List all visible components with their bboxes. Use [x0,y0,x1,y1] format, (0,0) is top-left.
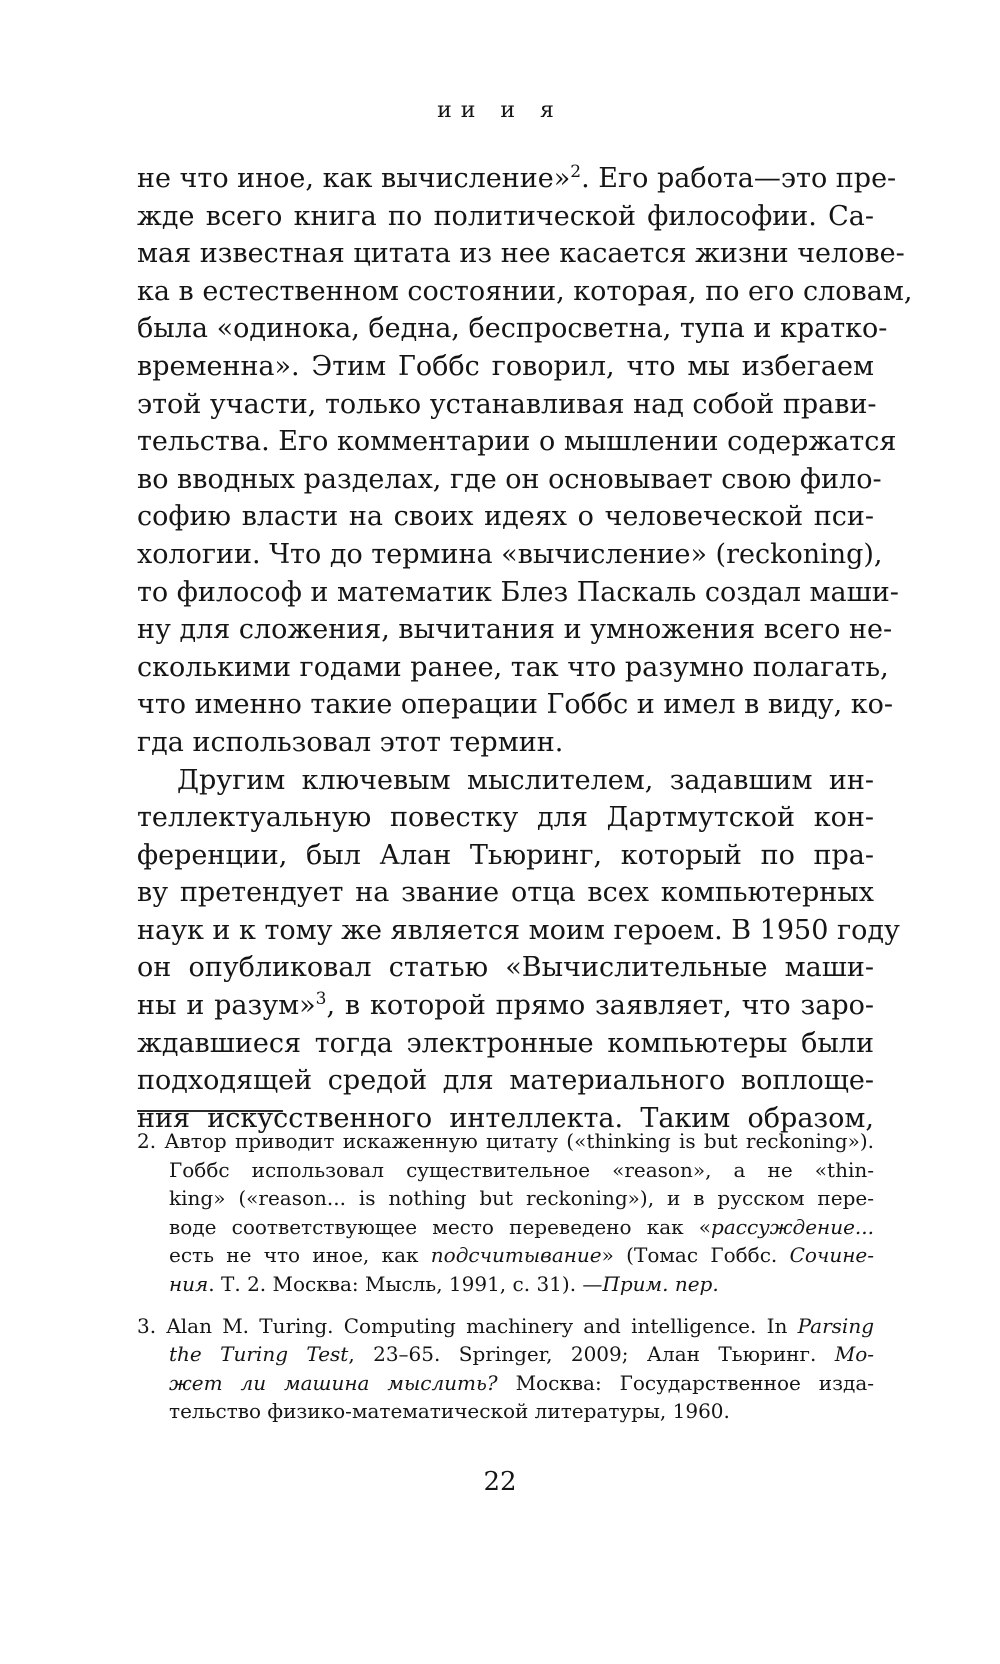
text-line: была «одинока, бедна, беспросветна, тупа и кратко- [137,313,888,345]
text-line: ференции, был Алан Тьюринг, который по пра- [137,839,874,871]
text-fragment: » (Томас Гоббс. [601,1243,790,1268]
footnote-ref: 3 [315,989,327,1010]
italic-fragment: ния [169,1271,209,1296]
footnote-ref: 2 [570,162,582,182]
footnote-2 [137,1127,874,1299]
italic-fragment: рассуждение... [711,1214,874,1239]
text-line: ждавшиеся тогда электронные компьютеры были [137,1027,874,1059]
text-line: тельства. Его комментарии о мышлении содержатся [137,426,897,458]
italic-fragment: Мо- [834,1342,874,1367]
footnote-line [137,1241,874,1270]
footnote-line [137,1270,874,1299]
footnote-line: king» («reason... is nothing but reckoning»), и в русском пере- [169,1186,874,1211]
text-fragment: . Его работа—это пре- [581,163,897,194]
text-line: хологии. Что до термина «вычисление» (reckoning), [137,538,883,570]
text-fragment: Alan M. Turing. Computing machinery and intelligence. In [166,1313,798,1338]
text-line: во вводных разделах, где он основывает свою фило- [137,463,882,495]
text-fragment: , 23–65. Springer, 2009; Алан Тьюринг. [348,1342,835,1367]
text-line: временна». Этим Гоббс говорил, что мы избегаем [137,350,874,382]
footnote-line [137,1369,874,1398]
footnote-line: тельство физико-математической литературы, 1960. [169,1399,730,1424]
text-line: ву претендует на звание отца всех компьютерных [137,877,874,909]
text-line: ка в естественном состоянии, которая, по его словам, [137,275,913,307]
italic-fragment: жет ли машина мыслить? [169,1370,498,1395]
text-line: наук и к тому же является моим героем. В 1950 году [137,914,900,946]
text-fragment: Автор приводит искаженную цитату («thinking is but reckoning»). [164,1129,875,1153]
text-line: этой участи, только устанавливая над собой прави- [137,388,877,420]
text-line: софию власти на своих идеях о человеческой пси- [137,501,874,533]
body-text [137,160,913,1137]
text-fragment: не что иное, как вычисление» [137,163,571,194]
text-fragment: ны и разум» [137,990,316,1022]
footnote-number: 2. [137,1129,157,1153]
footnote-line [137,1213,874,1242]
footnote-line [137,1340,874,1369]
text-fragment: Москва: Государственное изда- [497,1370,875,1395]
text-line: то философ и математик Блез Паскаль создал маши- [137,576,899,608]
text-line: ну для сложения, вычитания и умножения всего не- [137,614,893,646]
text-line: ния искусственного интеллекта. Таким образом, [137,1102,874,1134]
text-line: жде всего книга по политической философии. Са- [137,200,874,232]
italic-fragment: the Turing Test [169,1342,349,1367]
footnote-number: 3. [137,1313,157,1338]
running-head: ии и я [437,98,563,123]
footnote-3 [137,1312,874,1426]
footnotes [137,1127,874,1426]
italic-fragment: Прим. пер. [602,1271,719,1296]
text-line: Другим ключевым мыслителем, задавшим ин- [177,764,874,796]
text-line: он опубликовал статью «Вычислительные маши- [137,952,874,984]
text-line: подходящей средой для материального воплоще- [137,1065,874,1097]
text-line: гда использовал этот термин. [137,726,564,758]
text-fragment: есть не что иное, как [169,1243,431,1268]
footnote-line [137,1312,874,1341]
footnote-line: Гоббс использовал существительное «reason», а не «thin- [169,1157,874,1182]
text-line: мая известная цитата из нее касается жизни челове- [137,238,905,270]
page-number: 22 [483,1467,517,1497]
italic-fragment: подсчитывание [430,1243,602,1268]
italic-fragment: Сочине- [789,1243,874,1268]
footnote-rule [137,1110,283,1112]
text-fragment: . Т. 2. Москва: Мысль, 1991, с. 31). — [208,1271,603,1296]
text-line: теллектуальную повестку для Дартмутской кон- [137,802,874,834]
text-fragment: воде соответствующее место переведено как « [169,1214,712,1239]
text-line: сколькими годами ранее, так что разумно полагать, [137,651,889,683]
text-line [137,987,874,1025]
text-line: что именно такие операции Гоббс и имел в виду, ко- [137,689,893,721]
italic-fragment: Parsing [797,1313,874,1338]
footnote-line [137,1127,874,1156]
text-line [137,160,897,198]
text-fragment: , в которой прямо заявляет, что заро- [326,990,874,1022]
